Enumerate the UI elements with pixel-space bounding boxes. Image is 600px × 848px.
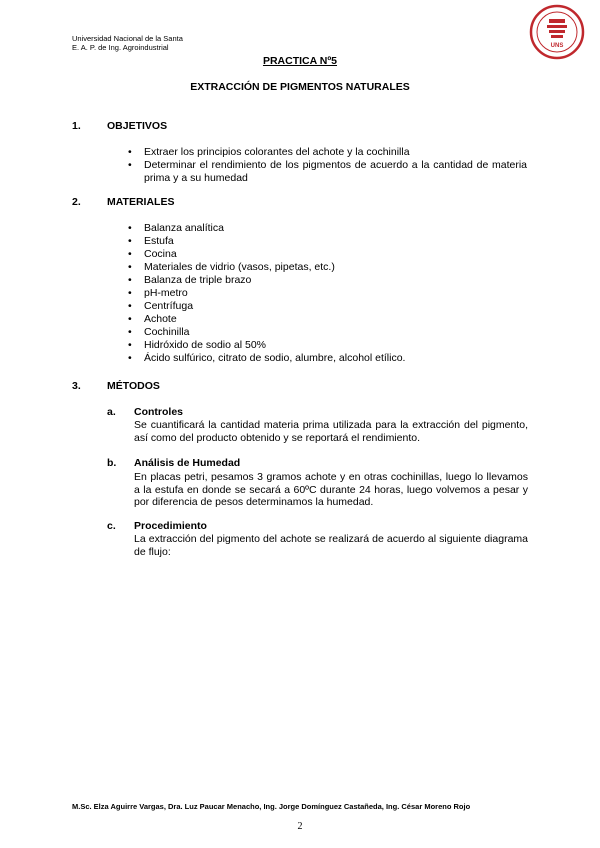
material-item: • Balanza de triple brazo — [128, 274, 527, 287]
methods-heading: MÉTODOS — [107, 380, 160, 392]
material-item: • Balanza analítica — [128, 222, 527, 235]
humidity-text: En placas petri, pesamos 3 gramos achote y en otras cochinillas, luego lo llevamos a la estufa en donde se secará a 60ºC durante 24 horas, luego volvemos a pesar y por diferencia de pesos determinamos la humedad. — [134, 471, 528, 509]
materials-heading: MATERIALES — [107, 196, 175, 208]
material-item: • Materiales de vidrio (vasos, pipetas, etc.) — [128, 261, 527, 274]
humidity-letter: b. — [107, 457, 117, 469]
material-item: • Cochinilla — [128, 326, 527, 339]
controls-letter: a. — [107, 406, 116, 418]
main-title: EXTRACCIÓN DE PIGMENTOS NATURALES — [190, 81, 410, 93]
controls-heading: Controles — [134, 406, 184, 418]
objective-item: • Extraer los principios colorantes del achote y la cochinilla — [128, 146, 527, 159]
material-item: • Cocina — [128, 248, 527, 261]
page-number: 2 — [297, 821, 303, 832]
footer-authors: M.Sc. Elza Aguirre Vargas, Dra. Luz Paucar Menacho, Ing. Jorge Domínguez Castañeda, Ing. César Moreno Rojo — [72, 802, 471, 811]
svg-text:UNS: UNS — [550, 43, 564, 49]
controls-text: Se cuantificará la cantidad materia prima utilizada para la extracción del pigmento, así como del producto obtenido y se reportará el rendimiento. — [134, 419, 528, 444]
material-item: • Estufa — [128, 235, 527, 248]
materials-list — [128, 222, 527, 365]
material-item: • Hidróxido de sodio al 50% — [128, 339, 527, 352]
header-school: E. A. P. de Ing. Agroindustrial — [72, 43, 169, 52]
procedure-letter: c. — [107, 520, 116, 532]
material-item: • pH-metro — [128, 287, 527, 300]
university-seal-logo — [527, 3, 587, 61]
practice-title: PRACTICA Nº5 — [262, 55, 338, 67]
materials-number: 2. — [72, 196, 81, 208]
methods-number: 3. — [72, 380, 81, 392]
header-university: Universidad Nacional de la Santa — [72, 34, 183, 43]
material-item: • Achote — [128, 313, 527, 326]
humidity-heading: Análisis de Humedad — [134, 457, 241, 469]
objectives-number: 1. — [72, 120, 81, 132]
objective-item: • Determinar el rendimiento de los pigmentos de acuerdo a la cantidad de materia prima y a su humedad — [128, 159, 527, 185]
material-item: • Centrífuga — [128, 300, 527, 313]
objectives-list — [128, 146, 527, 185]
procedure-heading: Procedimiento — [134, 520, 207, 532]
material-item: • Ácido sulfúrico, citrato de sodio, alumbre, alcohol etílico. — [128, 352, 527, 365]
procedure-text: La extracción del pigmento del achote se realizará de acuerdo al siguiente diagrama de flujo: — [134, 533, 528, 558]
objectives-heading: OBJETIVOS — [107, 120, 168, 132]
